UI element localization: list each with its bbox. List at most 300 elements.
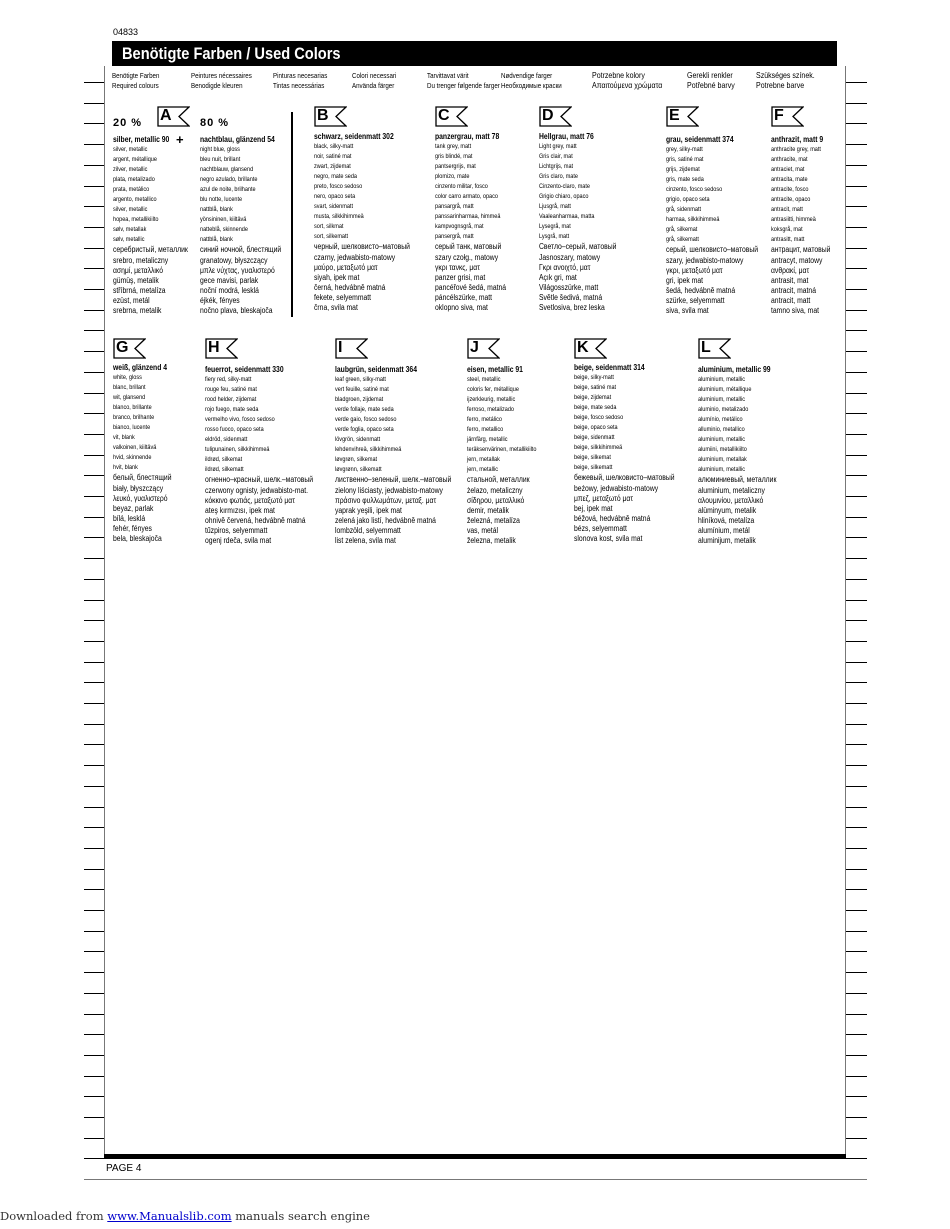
translation-line: antrasitt, matt xyxy=(771,236,805,244)
translation-line: aluminijum, metalik xyxy=(698,535,756,545)
margin-tick xyxy=(84,641,105,642)
translation-line: grå, silkemat xyxy=(666,226,698,234)
translation-line: rosso fuoco, opaco seta xyxy=(205,426,264,434)
translation-line: harmaa, silkkihimmeä xyxy=(666,216,720,224)
margin-tick xyxy=(846,703,867,704)
margin-tick xyxy=(84,310,105,311)
translation-line: Világosszürke, matt xyxy=(539,282,599,292)
color-badge-j xyxy=(467,338,498,357)
translation-line: sort, silkematt xyxy=(314,233,349,241)
translation-line: fehér, fényes xyxy=(113,523,152,533)
footer-suffix: manuals search engine xyxy=(231,1209,370,1223)
translation-line: béžová, hedvábně matná xyxy=(574,513,651,523)
translation-line: verde foglia, opaco seta xyxy=(335,426,394,434)
language-label: Potrebne barve xyxy=(756,80,805,90)
margin-tick xyxy=(846,1055,867,1056)
translation-line: синий ночной, блестящий xyxy=(200,245,282,255)
translation-line: white, gloss xyxy=(113,374,142,381)
translation-line: løvgrøn, silkemat xyxy=(335,456,378,464)
color-name: laubgrün, seidenmatt 364 xyxy=(335,365,417,374)
margin-tick xyxy=(84,434,105,435)
translation-line: ferro, metallico xyxy=(467,426,504,434)
margin-tick xyxy=(846,372,867,373)
translation-line: алюминиевый, металлик xyxy=(698,475,777,485)
mix-percent-2: 80 % xyxy=(200,117,230,129)
translation-line: koksgrå, mat xyxy=(771,226,803,234)
margin-tick xyxy=(84,579,105,580)
margin-tick xyxy=(84,248,105,249)
translation-line: bladgroen, zijdemat xyxy=(335,396,384,404)
margin-tick xyxy=(846,620,867,621)
color-letter: E xyxy=(669,107,680,124)
margin-tick xyxy=(846,972,867,973)
margin-tick xyxy=(846,165,867,166)
margin-tick xyxy=(84,889,105,890)
translation-line: verde gaio, fosco sedoso xyxy=(335,416,397,424)
translation-line: Lysgrå, matt xyxy=(539,233,570,241)
translation-line: ildrød, silkematt xyxy=(205,466,244,474)
color-badge-h xyxy=(205,338,236,357)
page-title: Benötigte Farben / Used Colors xyxy=(122,44,341,63)
margin-tick xyxy=(846,869,867,870)
margin-tick xyxy=(84,144,105,145)
margin-tick xyxy=(846,227,867,228)
color-column xyxy=(698,365,776,546)
translation-line: aluminium, metallic xyxy=(698,376,745,383)
translation-line: antracita, mate xyxy=(771,176,808,184)
translation-line: Vaaleanharmaa, matta xyxy=(539,213,595,221)
translation-line: silver, metallic xyxy=(113,206,148,214)
color-letter: J xyxy=(470,339,479,356)
translation-line: ασημί, μεταλλικό xyxy=(113,265,164,275)
margin-tick xyxy=(84,662,105,663)
color-badge-c xyxy=(435,106,466,125)
color-letter: B xyxy=(317,107,329,124)
color-letter: K xyxy=(577,339,589,356)
translation-line: branco, brilhante xyxy=(113,414,155,422)
translation-line: color carro armato, opaco xyxy=(435,193,498,201)
translation-line: list zelena, svila mat xyxy=(335,535,396,545)
translation-line: Açık gri, mat xyxy=(539,272,577,282)
translation-line: antracit, matt xyxy=(771,206,803,214)
translation-line: alumínio, metálico xyxy=(698,416,743,424)
translation-line: løvgrønn, silkematt xyxy=(335,466,382,474)
margin-tick xyxy=(84,951,105,952)
margin-tick xyxy=(846,786,867,787)
translation-line: żelazo, metaliczny xyxy=(467,485,523,495)
margin-tick xyxy=(846,455,867,456)
translation-line: серебристый, металлик xyxy=(113,245,188,255)
translation-line: plomizo, mate xyxy=(435,173,470,181)
translation-line: lehdenvihreä, silkkihimmeä xyxy=(335,446,402,454)
translation-line: blu notte, lucente xyxy=(200,196,243,204)
margin-tick xyxy=(846,641,867,642)
margin-tick xyxy=(84,765,105,766)
color-name: schwarz, seidenmatt 302 xyxy=(314,132,394,141)
margin-tick xyxy=(84,972,105,973)
translation-line: vit, blank xyxy=(113,434,135,442)
color-letter: A xyxy=(160,107,172,124)
margin-tick xyxy=(84,1076,105,1077)
margin-tick xyxy=(846,662,867,663)
translation-line: srebro, metaliczny xyxy=(113,255,169,265)
margin-tick xyxy=(84,289,105,290)
language-label: Potrzebne kolory xyxy=(592,71,645,80)
color-name: nachtblau, glänzend 54 xyxy=(200,135,275,144)
margin-tick xyxy=(84,724,105,725)
translation-line: aluminium, metallic xyxy=(698,396,745,404)
translation-line: πράσινο φυλλωμάτων, μεταξ. ματ xyxy=(335,495,437,505)
translation-line: prata, metálico xyxy=(113,186,150,194)
translation-line: panssarinharmaa, himmeä xyxy=(435,213,501,221)
translation-line: rojo fuego, mate seda xyxy=(205,406,259,414)
color-column xyxy=(113,135,188,316)
margin-tick xyxy=(846,579,867,580)
margin-tick xyxy=(846,931,867,932)
margin-tick xyxy=(84,537,105,538)
translation-line: cinzento, fosco sedoso xyxy=(666,186,723,194)
translation-line: ogenj rdeča, svila mat xyxy=(205,535,272,545)
translation-line: gris, mate seda xyxy=(666,176,704,184)
margin-tick xyxy=(846,1117,867,1118)
translation-line: белый, блестящий xyxy=(113,473,172,483)
footer-line xyxy=(84,1179,867,1180)
language-header xyxy=(191,71,252,91)
color-column xyxy=(574,363,675,544)
translation-line: rood helder, zijdemat xyxy=(205,396,257,404)
translation-line: αλουμινίου, μεταλλικό xyxy=(698,495,764,505)
translation-line: steel, metallic xyxy=(467,376,501,383)
margin-tick xyxy=(846,1096,867,1097)
margin-tick xyxy=(846,475,867,476)
margin-tick xyxy=(84,558,105,559)
translation-line: demir, metalik xyxy=(467,505,509,515)
margin-tick xyxy=(84,869,105,870)
translation-line: vas, metál xyxy=(467,525,498,535)
color-name: eisen, metallic 91 xyxy=(467,365,523,374)
margin-tick xyxy=(84,206,105,207)
translation-line: hvit, blank xyxy=(113,464,138,472)
translation-line: beige, silkemat xyxy=(574,454,611,462)
translation-line: fiery red, silky-matt xyxy=(205,376,252,383)
margin-tick xyxy=(846,682,867,683)
margin-tick xyxy=(84,393,105,394)
margin-tick xyxy=(84,123,105,124)
language-label: Colori necessari xyxy=(352,71,397,80)
translation-line: granatowy, błyszczący xyxy=(200,255,268,265)
translation-line: Jasnoszary, matowy xyxy=(539,252,601,262)
translation-line: natteblå, skinnende xyxy=(200,226,248,234)
translation-line: beige, silky-matt xyxy=(574,374,614,381)
translation-line: beige, sidenmatt xyxy=(574,434,615,442)
margin-tick xyxy=(84,1014,105,1015)
translation-line: beige, silkematt xyxy=(574,464,613,472)
translation-line: czarny, jedwabisto-matowy xyxy=(314,252,396,262)
translation-line: lombzöld, selyemmatt xyxy=(335,525,401,535)
margin-tick xyxy=(84,1158,105,1159)
translation-line: ijzerkleurig, metallic xyxy=(467,396,516,404)
margin-tick xyxy=(84,807,105,808)
language-label: Required colours xyxy=(112,80,159,90)
translation-line: järnfärg, metallic xyxy=(467,436,508,444)
margin-tick xyxy=(846,1158,867,1159)
color-column xyxy=(200,135,281,316)
translation-line: sølv, metallak xyxy=(113,226,147,234)
margin-tick xyxy=(84,1138,105,1139)
translation-line: bílá, lesklá xyxy=(113,513,146,523)
translation-line: Světle šedivá, matná xyxy=(539,292,603,302)
translation-line: Lysegrå, mat xyxy=(539,223,571,231)
translation-line: nero, opaco seta xyxy=(314,193,356,201)
language-header xyxy=(501,71,562,91)
translation-line: Gris claro, mate xyxy=(539,173,578,181)
translation-line: nattblå, blank xyxy=(200,236,233,244)
translation-line: aluminio, metalizado xyxy=(698,406,749,414)
language-label: Pinturas necesarias xyxy=(273,71,328,80)
language-header xyxy=(427,71,500,91)
translation-line: hvid, skinnende xyxy=(113,454,152,462)
translation-line: антрацит, матовый xyxy=(771,245,831,255)
color-column xyxy=(435,132,506,313)
translation-line: night blue, gloss xyxy=(200,146,240,153)
translation-line: ohnivě červená, hedvábně matná xyxy=(205,515,306,525)
translation-line: zielony liściasty, jedwabisto-matowy xyxy=(335,485,443,495)
mix-divider xyxy=(291,112,293,317)
color-badge-l xyxy=(698,338,729,357)
margin-tick xyxy=(846,1138,867,1139)
margin-tick xyxy=(846,123,867,124)
translation-line: zwart, zijdemat xyxy=(314,163,351,171)
translation-line: črna, svila mat xyxy=(314,302,358,312)
translation-line: argent, métallique xyxy=(113,156,157,164)
translation-line: antrasit, mat xyxy=(771,275,809,285)
translation-line: wit, glansend xyxy=(113,394,146,402)
margin-tick xyxy=(84,1034,105,1035)
translation-line: antracite, fosco xyxy=(771,186,809,194)
translation-line: negro, mate seda xyxy=(314,173,358,181)
margin-tick xyxy=(84,496,105,497)
translation-line: nočno plava, bleskajoča xyxy=(200,305,273,315)
translation-line: Grigio chiaro, opaco xyxy=(539,193,589,201)
translation-line: aluminium, metaliczny xyxy=(698,485,765,495)
translation-line: ildrød, silkemat xyxy=(205,456,243,464)
translation-line: alumínium, metál xyxy=(698,525,750,535)
translation-line: sølv, metallic xyxy=(113,236,145,244)
translation-line: beyaz, parlak xyxy=(113,503,154,513)
margin-tick xyxy=(84,372,105,373)
translation-line: γκρι, μεταξωτό ματ xyxy=(666,265,723,275)
margin-tick xyxy=(846,82,867,83)
translation-line: antracit, matt xyxy=(771,295,811,305)
color-badge-e xyxy=(666,106,697,125)
margin-tick xyxy=(846,413,867,414)
footer-prefix: Downloaded from xyxy=(0,1209,108,1223)
translation-line: bej, ipek mat xyxy=(574,503,613,513)
margin-tick xyxy=(84,82,105,83)
translation-line: лиственно–зеленый, шелк.–матовый xyxy=(335,475,452,485)
bottom-bar xyxy=(104,1154,846,1159)
margin-tick xyxy=(84,600,105,601)
translation-line: páncélszürke, matt xyxy=(435,292,493,302)
translation-line: verde follaje, mate seda xyxy=(335,406,394,414)
translation-line: slonova kost, svila mat xyxy=(574,533,643,543)
margin-tick xyxy=(846,600,867,601)
translation-line: gece mavisi, parlak xyxy=(200,275,259,285)
manualslib-link[interactable]: www.Manualslib.com xyxy=(107,1209,232,1223)
margin-tick xyxy=(84,744,105,745)
translation-line: beige, satiné mat xyxy=(574,384,617,392)
translation-line: železná, metalíza xyxy=(467,515,520,525)
margin-tick xyxy=(846,807,867,808)
translation-line: Γκρι ανοιχτό, ματ xyxy=(539,262,591,272)
translation-line: Ljusgrå, matt xyxy=(539,203,571,211)
margin-tick xyxy=(846,310,867,311)
translation-line: beige, opaco seta xyxy=(574,424,618,432)
translation-line: λευκό, γυαλιστερό xyxy=(113,493,168,503)
language-header xyxy=(592,71,662,91)
translation-line: szürke, selyemmatt xyxy=(666,295,725,305)
margin-tick xyxy=(846,951,867,952)
color-badge-i xyxy=(335,338,366,357)
translation-line: yaprak yeşili, ipek mat xyxy=(335,505,402,515)
margin-tick xyxy=(84,103,105,104)
translation-line: γκρι τανκς, ματ xyxy=(435,262,480,272)
language-label: Gerekli renkler xyxy=(687,71,733,80)
translation-line: grijs, zijdemat xyxy=(666,166,700,174)
translation-line: ferro, metálico xyxy=(467,416,503,424)
translation-line: grå, sidenmatt xyxy=(666,206,702,214)
translation-line: czerwony ognisty, jedwabisto-mat. xyxy=(205,485,309,495)
translation-line: černá, hedvábně matná xyxy=(314,282,386,292)
translation-line: jern, metallic xyxy=(467,466,499,474)
color-badge-a xyxy=(157,106,188,125)
translation-line: fekete, selyemmatt xyxy=(314,292,372,302)
margin-tick xyxy=(84,517,105,518)
translation-line: ανθρακί, ματ xyxy=(771,265,810,275)
translation-line: стальной, металлик xyxy=(467,475,530,485)
margin-tick xyxy=(84,910,105,911)
margin-tick xyxy=(84,165,105,166)
translation-line: antracyt, matowy xyxy=(771,255,823,265)
translation-line: grey, silky-matt xyxy=(666,146,703,153)
color-column xyxy=(314,132,410,313)
translation-line: alluminio, metallico xyxy=(698,426,745,434)
translation-line: svart, sidenmatt xyxy=(314,203,354,211)
color-column xyxy=(771,135,830,316)
margin-tick xyxy=(846,724,867,725)
language-header xyxy=(112,71,159,91)
translation-line: železna, metalik xyxy=(467,535,516,545)
translation-line: plata, metalizado xyxy=(113,176,155,184)
translation-line: aluminium, metallic xyxy=(698,436,745,444)
plus-sign: + xyxy=(176,132,184,147)
margin-tick xyxy=(84,455,105,456)
margin-tick xyxy=(84,1117,105,1118)
margin-tick xyxy=(84,186,105,187)
translation-line: azul de noite, brilhante xyxy=(200,186,256,194)
language-label: Необходимые краски xyxy=(501,80,562,90)
translation-line: noční modrá, lesklá xyxy=(200,285,259,295)
color-column xyxy=(335,365,451,546)
color-badge-b xyxy=(314,106,345,125)
margin-tick xyxy=(84,351,105,352)
translation-line: alumiini, metallikiilto xyxy=(698,446,747,454)
margin-tick xyxy=(846,517,867,518)
margin-tick xyxy=(84,413,105,414)
language-label: Tarvittavat värit xyxy=(427,71,469,80)
margin-tick xyxy=(846,289,867,290)
translation-line: eldröd, sidenmatt xyxy=(205,436,248,444)
translation-line: vert feuille, satiné mat xyxy=(335,386,389,394)
translation-line: vermelho vivo, fosco sedoso xyxy=(205,416,275,424)
language-label: Använda färger xyxy=(352,80,395,90)
margin-tick xyxy=(846,103,867,104)
translation-line: alüminyum, metalik xyxy=(698,505,757,515)
margin-tick xyxy=(846,206,867,207)
color-name: Hellgrau, matt 76 xyxy=(539,132,594,141)
translation-line: biały, błyszczący xyxy=(113,483,164,493)
color-name: weiß, glänzend 4 xyxy=(113,363,168,372)
margin-tick xyxy=(846,434,867,435)
translation-line: ateş kırmızısı, ipek mat xyxy=(205,505,275,515)
translation-line: coloris fer, métallique xyxy=(467,386,519,394)
translation-line: antracite, opaco xyxy=(771,196,811,204)
margin-tick xyxy=(846,248,867,249)
color-name: grau, seidenmatt 374 xyxy=(666,135,734,144)
translation-line: kampvognsgrå, mat xyxy=(435,223,484,231)
language-label: Benötigte Farben xyxy=(112,71,160,80)
translation-line: κόκκινο φωτιάς, μεταξωτό ματ xyxy=(205,495,295,505)
color-name: panzergrau, matt 78 xyxy=(435,132,500,141)
translation-line: μπλε νύχτας, γυαλιστερό xyxy=(200,265,275,275)
margin-tick xyxy=(846,330,867,331)
color-column xyxy=(539,132,616,313)
margin-tick xyxy=(84,330,105,331)
translation-line: cinzento militar, fosco xyxy=(435,183,488,191)
document-number: 04833 xyxy=(113,27,139,37)
translation-line: rouge feu, satiné mat xyxy=(205,386,257,394)
title-bar xyxy=(112,41,837,66)
translation-line: black, silky-matt xyxy=(314,143,354,150)
translation-line: Gris clair, mat xyxy=(539,153,573,161)
language-label: Benodigde kleuren xyxy=(191,80,243,90)
translation-line: grå, silkematt xyxy=(666,236,699,244)
margin-tick xyxy=(846,848,867,849)
color-letter: C xyxy=(438,107,450,124)
margin-tick xyxy=(84,682,105,683)
margin-tick xyxy=(846,144,867,145)
margin-tick xyxy=(846,268,867,269)
language-label: Szükséges színek. xyxy=(756,71,815,80)
translation-line: bela, bleskajoča xyxy=(113,533,162,543)
translation-line: Light grey, matt xyxy=(539,143,577,150)
translation-line: silver, metallic xyxy=(113,146,148,153)
translation-line: beige, zijdemat xyxy=(574,394,612,402)
translation-line: gris blindé, mat xyxy=(435,153,473,161)
mix-percent-1: 20 % xyxy=(113,117,143,129)
translation-line: noir, satiné mat xyxy=(314,153,352,161)
translation-line: zilver, metallic xyxy=(113,166,148,174)
translation-line: Cinzento-claro, mate xyxy=(539,183,590,191)
margin-tick xyxy=(846,744,867,745)
color-letter: G xyxy=(116,339,129,356)
translation-line: teräksenvärinen, metallikiilto xyxy=(467,446,537,454)
translation-line: gri, ipek mat xyxy=(666,275,704,285)
margin-tick xyxy=(846,393,867,394)
translation-line: sort, silkmat xyxy=(314,223,344,231)
margin-tick xyxy=(84,848,105,849)
translation-line: éjkék, fényes xyxy=(200,295,240,305)
